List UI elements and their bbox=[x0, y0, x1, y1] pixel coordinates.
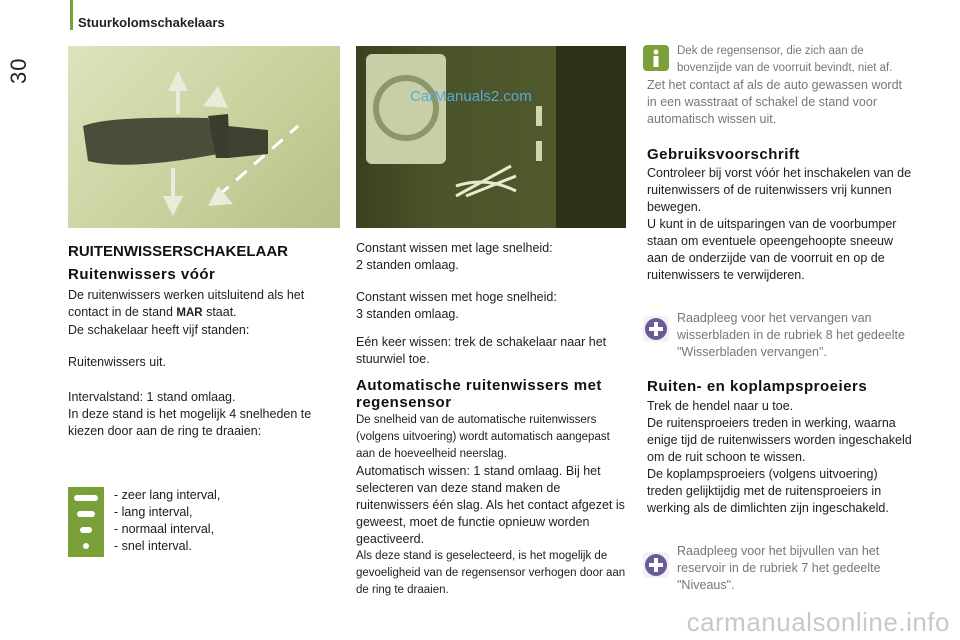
intro-text bbox=[68, 287, 343, 339]
auto-wipers-text bbox=[356, 412, 631, 599]
low-speed-text bbox=[356, 240, 626, 274]
low-speed-line-2: 2 standen omlaag. bbox=[356, 258, 459, 272]
usage-text: Controleer bij vorst vóór het inschakelen van de ruitenwissers of de ruitenwissers vrij kunnen bewegen. U kunt in de uitsparingen van de voorbumper staan om eventuele opeengehoopte sneeuw aan de onderzijde van de voorruit en op de ruitenwissers te verwijderen. bbox=[647, 166, 912, 282]
wiper-stalk-illustration bbox=[68, 46, 340, 228]
auto-wipers-p1: De snelheid van de automatische ruitenwissers (volgens uitvoering) wordt automatisch aangepast aan de hoeveelheid neerslag. bbox=[356, 414, 610, 460]
interval-line-2: In deze stand is het mogelijk 4 snelheden te kiezen door aan de ring te draaien: bbox=[68, 407, 312, 438]
subsection-title-usage: Gebruiksvoorschrift bbox=[647, 146, 800, 163]
high-speed-line-1: Constant wissen met hoge snelheid: bbox=[356, 290, 557, 304]
auto-wipers-p2: Automatisch wissen: 1 stand omlaag. Bij het selecteren van deze stand maken de ruitenwissers één slag. Als het contact afgezet is geweest, moet de functie opnieuw worden geactiveerd. bbox=[356, 464, 625, 546]
list-item: - lang interval, bbox=[114, 504, 220, 521]
info-icon bbox=[643, 45, 669, 71]
intro-line-2-post: staat. bbox=[202, 305, 237, 319]
info-text: Zet het contact af als de auto gewassen wordt in een wasstraat of schakel de stand voor automatisch wissen uit. bbox=[647, 78, 903, 126]
interval-line-1: Intervalstand: 1 stand omlaag. bbox=[68, 390, 236, 404]
auto-wipers-p3: Als deze stand is geselecteerd, is het mogelijk de gevoeligheid van de regensensor verhogen door aan de ring te draaien. bbox=[356, 550, 626, 596]
intro-line-2 bbox=[68, 304, 343, 322]
list-item: - zeer lang interval, bbox=[114, 487, 220, 504]
high-speed-text bbox=[356, 289, 626, 323]
intro-line-2-pre: contact in de stand bbox=[68, 305, 177, 319]
windshield-sensor-illustration bbox=[356, 46, 626, 228]
watermark: carmanualsonline.info bbox=[686, 607, 950, 637]
page-number: 30 bbox=[6, 57, 31, 84]
site-link[interactable]: CarManuals2.com bbox=[410, 88, 532, 105]
info-note: Dek de regensensor, die zich aan de bovenzijde van de voorruit bevindt, niet af. bbox=[677, 45, 893, 74]
list-item: - normaal interval, bbox=[114, 521, 220, 538]
subsection-title-auto-wipers: Automatische ruitenwissers met regensensor bbox=[356, 377, 602, 411]
subsection-title-front-wipers: Ruitenwissers vóór bbox=[68, 266, 216, 283]
intro-mar: MAR bbox=[176, 307, 203, 319]
intro-line-1: De ruitenwissers werken uitsluitend als het bbox=[68, 288, 305, 302]
single-wipe-text: Eén keer wissen: trek de schakelaar naar het stuurwiel toe. bbox=[356, 335, 607, 366]
intro-line-3: De schakelaar heeft vijf standen: bbox=[68, 323, 250, 337]
wiper-blades-note: Raadpleeg voor het vervangen van wisserbladen in de rubriek 8 het gedeelte "Wisserbladen vervangen". bbox=[677, 311, 905, 359]
high-speed-line-2: 3 standen omlaag. bbox=[356, 307, 459, 321]
low-speed-line-1: Constant wissen met lage snelheid: bbox=[356, 241, 553, 255]
section-title: RUITENWISSERSCHAKELAAR bbox=[68, 243, 289, 260]
washers-text: Trek de hendel naar u toe. De ruitensproeiers treden in werking, waarna enige tijd de ruitenwissers worden ingeschakeld om de ruit schoon te wissen. De koplampsproeiers (volgens uitvoering) treden gelijktijdig met de ruitensproeiers in werking als de dimlichten zijn ingeschakeld. bbox=[647, 399, 912, 515]
interval-speeds-list bbox=[114, 487, 220, 555]
list-item: - snel interval. bbox=[114, 538, 220, 555]
plus-icon bbox=[643, 316, 669, 342]
subsection-title-washers: Ruiten- en koplampsproeiers bbox=[647, 378, 868, 395]
wipers-off-text: Ruitenwissers uit. bbox=[68, 355, 166, 369]
speed-levels-icon bbox=[68, 487, 104, 557]
header-accent-bar bbox=[70, 0, 73, 30]
plus-icon bbox=[643, 552, 669, 578]
reservoir-note: Raadpleeg voor het bijvullen van het reservoir in de rubriek 7 het gedeelte "Niveaus". bbox=[677, 544, 881, 592]
page-header: Stuurkolomschakelaars bbox=[78, 15, 225, 30]
interval-text bbox=[68, 389, 343, 440]
